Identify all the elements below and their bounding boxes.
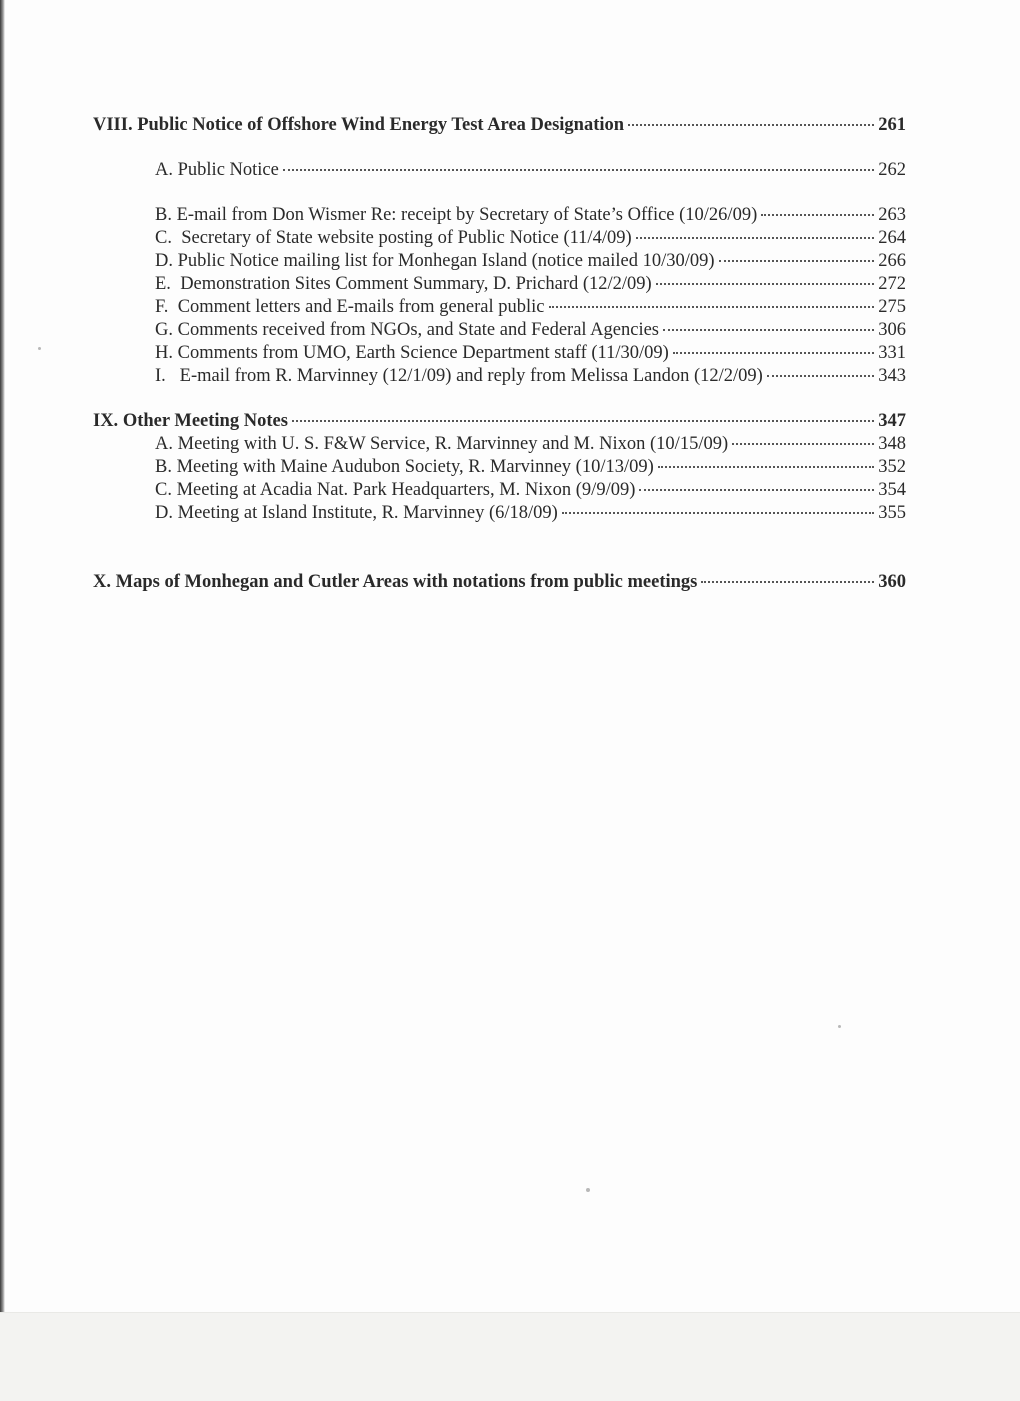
entry-page-number: 266 xyxy=(878,251,906,271)
entry-title: Comments received from NGOs, and State and Federal Agencies xyxy=(177,320,660,340)
toc-entry xyxy=(93,342,906,365)
entry-title: Demonstration Sites Comment Summary, D. Prichard (12/2/09) xyxy=(180,274,652,294)
toc-entry xyxy=(93,250,906,273)
entry-page-number: 348 xyxy=(878,434,906,454)
toc-entry xyxy=(93,296,906,319)
dot-leader xyxy=(628,123,874,126)
dot-leader xyxy=(761,213,874,216)
entry-title: Public Notice mailing list for Monhegan Island (notice mailed 10/30/09) xyxy=(177,251,715,271)
entry-letter: D. xyxy=(155,503,173,523)
entry-letter: E. xyxy=(155,274,171,294)
toc-section-ix xyxy=(93,410,906,433)
entry-title: Meeting at Island Institute, R. Marvinney (6/18/09) xyxy=(177,503,558,523)
section-page-number: 360 xyxy=(878,572,906,592)
entry-page-number: 262 xyxy=(878,160,906,180)
toc-entry xyxy=(93,273,906,296)
entry-letter: A. xyxy=(155,434,173,454)
dot-leader xyxy=(701,580,874,583)
section-title: Maps of Monhegan and Cutler Areas with notations from public meetings xyxy=(115,572,698,592)
toc-section-x xyxy=(93,571,906,594)
toc-entry xyxy=(93,319,906,342)
entry-page-number: 272 xyxy=(878,274,906,294)
section-page-number: 261 xyxy=(878,115,906,135)
dot-leader xyxy=(658,465,874,468)
table-of-contents xyxy=(93,114,906,594)
entry-letter: B. xyxy=(155,205,172,225)
toc-entry xyxy=(93,456,906,479)
entry-title: Meeting at Acadia Nat. Park Headquarters, M. Nixon (9/9/09) xyxy=(176,480,636,500)
entry-letter: A. xyxy=(155,160,173,180)
section-number: X. xyxy=(93,572,111,592)
entry-page-number: 331 xyxy=(878,343,906,363)
entry-title: Secretary of State website posting of Public Notice (11/4/09) xyxy=(181,228,632,248)
dot-leader xyxy=(767,374,874,377)
scan-shadow-left xyxy=(0,0,5,1400)
entry-title: E-mail from Don Wismer Re: receipt by Secretary of State’s Office (10/26/09) xyxy=(176,205,758,225)
dot-leader xyxy=(283,168,874,171)
entry-page-number: 355 xyxy=(878,503,906,523)
section-number: VIII. xyxy=(93,115,133,135)
entry-title: Meeting with U. S. F&W Service, R. Marvinney and M. Nixon (10/15/09) xyxy=(177,434,729,454)
entry-letter: C. xyxy=(155,228,172,248)
entry-letter: H. xyxy=(155,343,173,363)
dot-leader xyxy=(732,442,874,445)
toc-entry xyxy=(93,159,906,182)
dot-leader xyxy=(292,419,874,422)
dot-leader xyxy=(663,328,874,331)
entry-letter: B. xyxy=(155,457,172,477)
scan-speck xyxy=(838,1025,841,1028)
entry-letter: C. xyxy=(155,480,172,500)
dot-leader xyxy=(562,511,874,514)
entry-page-number: 264 xyxy=(878,228,906,248)
section-title: Public Notice of Offshore Wind Energy Test Area Designation xyxy=(137,115,625,135)
entry-title: Comment letters and E-mails from general public xyxy=(177,297,545,317)
entry-letter: F. xyxy=(155,297,169,317)
toc-entry xyxy=(93,227,906,250)
toc-entry xyxy=(93,365,906,388)
scan-margin-bottom xyxy=(0,1312,1020,1401)
entry-title: Meeting with Maine Audubon Society, R. Marvinney (10/13/09) xyxy=(176,457,654,477)
entry-letter: D. xyxy=(155,251,173,271)
dot-leader xyxy=(673,351,874,354)
scan-speck xyxy=(38,347,41,350)
dot-leader xyxy=(719,259,875,262)
entry-page-number: 352 xyxy=(878,457,906,477)
dot-leader xyxy=(549,305,875,308)
entry-page-number: 263 xyxy=(878,205,906,225)
toc-entry xyxy=(93,479,906,502)
dot-leader xyxy=(636,236,875,239)
section-page-number: 347 xyxy=(878,411,906,431)
toc-entry xyxy=(93,502,906,525)
toc-entry xyxy=(93,433,906,456)
entry-title: Comments from UMO, Earth Science Department staff (11/30/09) xyxy=(177,343,669,363)
entry-title: E-mail from R. Marvinney (12/1/09) and reply from Melissa Landon (12/2/09) xyxy=(179,366,763,386)
toc-section-viii xyxy=(93,114,906,137)
entry-page-number: 306 xyxy=(878,320,906,340)
section-title: Other Meeting Notes xyxy=(122,411,288,431)
entry-letter: G. xyxy=(155,320,173,340)
section-number: IX. xyxy=(93,411,119,431)
dot-leader xyxy=(639,488,874,491)
entry-page-number: 343 xyxy=(878,366,906,386)
entry-page-number: 354 xyxy=(878,480,906,500)
entry-page-number: 275 xyxy=(878,297,906,317)
dot-leader xyxy=(656,282,875,285)
entry-letter: I. xyxy=(155,366,166,386)
scan-speck xyxy=(586,1188,590,1192)
toc-entry xyxy=(93,204,906,227)
entry-title: Public Notice xyxy=(177,160,279,180)
